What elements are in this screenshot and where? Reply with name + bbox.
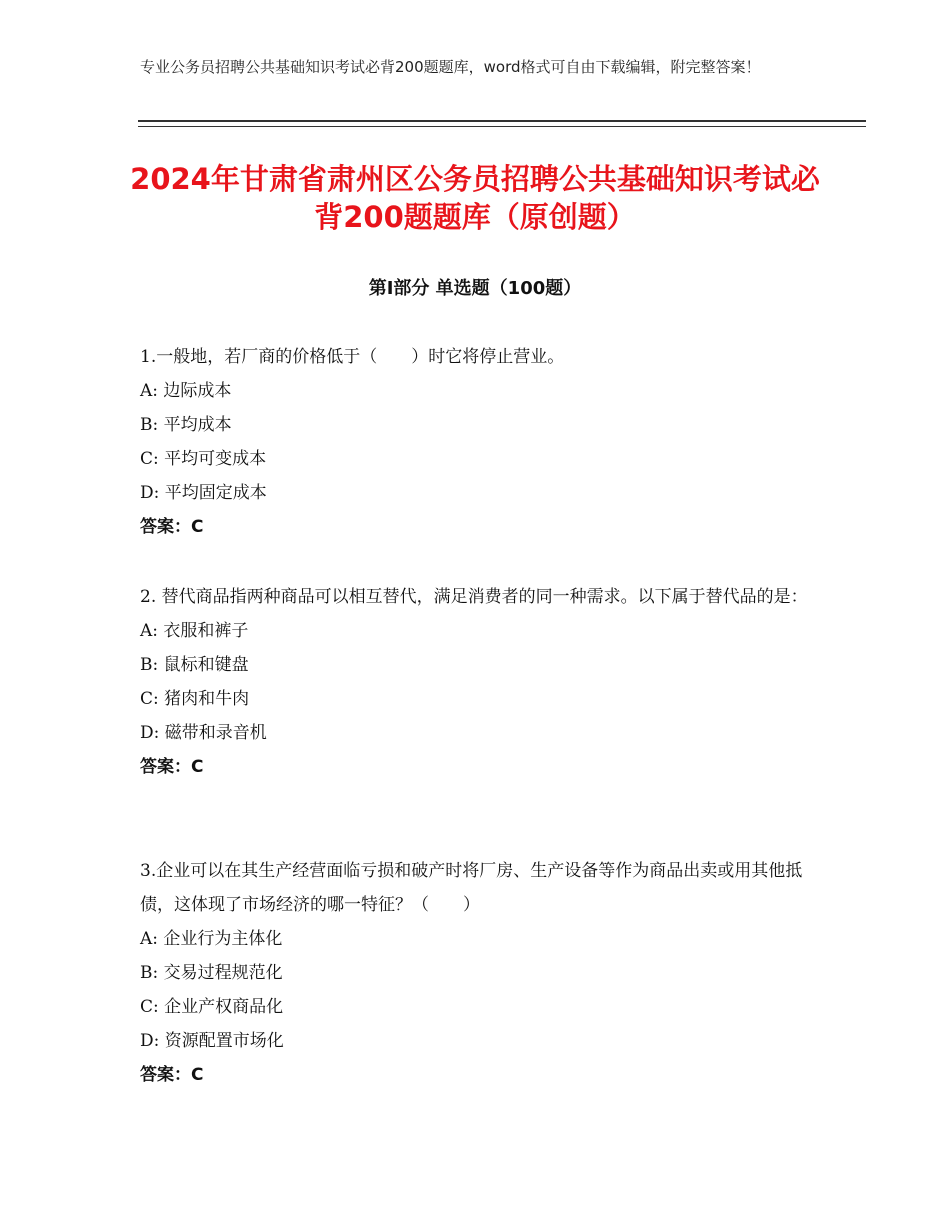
question-stem: 2. 替代商品指两种商品可以相互替代，满足消费者的同一种需求。以下属于替代品的是： <box>140 587 808 607</box>
option-a: A: 企业行为主体化 <box>140 929 283 949</box>
option-c: C: 猪肉和牛肉 <box>140 689 250 709</box>
option-c: C: 平均可变成本 <box>140 449 267 469</box>
answer: 答案：C <box>140 757 204 777</box>
option-a: A: 边际成本 <box>140 381 232 401</box>
header-divider <box>138 120 866 127</box>
option-b: B: 交易过程规范化 <box>140 963 283 983</box>
section-title: 第Ⅰ部分 单选题（100题） <box>368 278 582 299</box>
option-d: D: 磁带和录音机 <box>140 723 267 743</box>
option-c: C: 企业产权商品化 <box>140 997 284 1017</box>
option-b: B: 鼠标和键盘 <box>140 655 249 675</box>
question-3 <box>140 854 820 1092</box>
question-2 <box>140 580 820 784</box>
header-note: 专业公务员招聘公共基础知识考试必背200题题库，word格式可自由下载编辑，附完整答案！ <box>140 58 761 76</box>
answer: 答案：C <box>140 1065 204 1085</box>
question-1 <box>140 340 820 544</box>
option-d: D: 资源配置市场化 <box>140 1031 284 1051</box>
option-d: D: 平均固定成本 <box>140 483 267 503</box>
question-stem: 3.企业可以在其生产经营面临亏损和破产时将厂房、生产设备等作为商品出卖或用其他抵债，这体现了市场经济的哪一特征？（ ） <box>140 861 803 915</box>
option-a: A: 衣服和裤子 <box>140 621 249 641</box>
question-stem: 1.一般地，若厂商的价格低于（ ）时它将停止营业。 <box>140 347 565 367</box>
document-title: 2024年甘肃省肃州区公务员招聘公共基础知识考试必背200题题库（原创题） <box>130 162 820 234</box>
answer: 答案：C <box>140 517 204 537</box>
option-b: B: 平均成本 <box>140 415 232 435</box>
